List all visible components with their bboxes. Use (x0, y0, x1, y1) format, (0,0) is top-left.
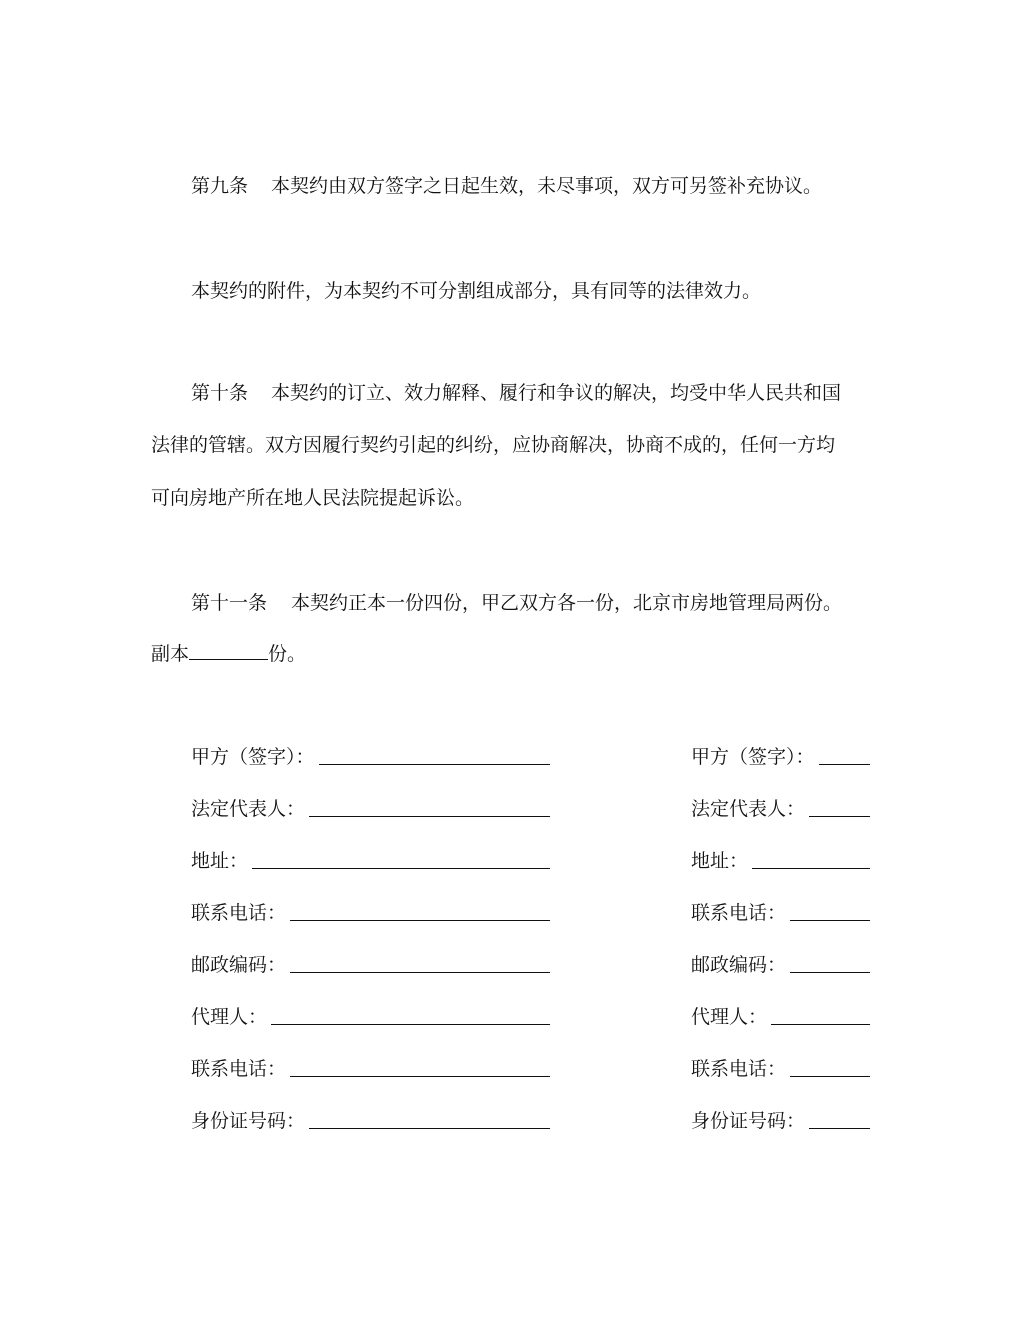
article-9-text: 本契约由双方签字之日起生效，未尽事项，双方可另签补充协议。 (271, 175, 823, 197)
sig-left-phone (191, 900, 550, 926)
sig-left-party (191, 744, 550, 770)
copies-suffix: 份。 (268, 643, 307, 665)
sig-right-agent-phone (691, 1056, 870, 1082)
sig-left-legal-rep-blank[interactable] (309, 816, 550, 817)
sig-right-legal-rep-blank[interactable] (809, 816, 870, 817)
sig-left-address-label: 地址： (191, 850, 249, 872)
sig-right-postcode-blank[interactable] (790, 972, 870, 973)
sig-left-agent-phone-blank[interactable] (290, 1076, 550, 1077)
article-11-line-2 (151, 641, 306, 667)
sig-right-party (691, 744, 870, 770)
sig-right-postcode-label: 邮政编码： (691, 954, 787, 976)
article-10-line-2: 法律的管辖。双方因履行契约引起的纠纷，应协商解决，协商不成的，任何一方均 (151, 434, 836, 456)
sig-left-id-number (191, 1108, 550, 1134)
sig-right-agent (691, 1004, 870, 1030)
sig-right-party-blank[interactable] (819, 764, 870, 765)
sig-right-id-number-label: 身份证号码： (691, 1110, 806, 1132)
article-10-line-3: 可向房地产所在地人民法院提起诉讼。 (151, 487, 475, 509)
sig-left-agent-blank[interactable] (271, 1024, 550, 1025)
sig-right-agent-phone-label: 联系电话： (691, 1058, 787, 1080)
sig-right-phone-label: 联系电话： (691, 902, 787, 924)
copies-blank[interactable] (189, 641, 268, 660)
sig-left-postcode (191, 952, 550, 978)
sig-right-address (691, 848, 870, 874)
sig-left-agent-phone (191, 1056, 550, 1082)
sig-right-legal-rep-label: 法定代表人： (691, 798, 806, 820)
sig-right-agent-label: 代理人： (691, 1006, 768, 1028)
sig-left-address-blank[interactable] (252, 868, 550, 869)
sig-right-postcode (691, 952, 870, 978)
sig-right-phone (691, 900, 870, 926)
sig-right-agent-blank[interactable] (771, 1024, 870, 1025)
sig-left-postcode-label: 邮政编码： (191, 954, 287, 976)
sig-left-agent-phone-label: 联系电话： (191, 1058, 287, 1080)
article-11-line-1 (191, 590, 842, 616)
sig-right-id-number-blank[interactable] (809, 1128, 870, 1129)
sig-left-address (191, 848, 550, 874)
sig-left-agent (191, 1004, 550, 1030)
sig-left-postcode-blank[interactable] (290, 972, 550, 973)
sig-right-legal-rep (691, 796, 870, 822)
sig-right-phone-blank[interactable] (790, 920, 870, 921)
sig-left-party-blank[interactable] (319, 764, 550, 765)
sig-left-agent-label: 代理人： (191, 1006, 268, 1028)
article-10-text-1: 本契约的订立、效力解释、履行和争议的解决，均受中华人民共和国 (271, 382, 842, 404)
sig-right-agent-phone-blank[interactable] (790, 1076, 870, 1077)
attachment-clause: 本契约的附件，为本契约不可分割组成部分，具有同等的法律效力。 (191, 280, 762, 302)
sig-left-legal-rep-label: 法定代表人： (191, 798, 306, 820)
sig-right-address-label: 地址： (691, 850, 749, 872)
sig-left-id-number-blank[interactable] (309, 1128, 550, 1129)
article-10-number: 第十条 (191, 382, 249, 404)
article-10-line-1 (191, 380, 841, 406)
article-9 (191, 173, 822, 199)
sig-left-id-number-label: 身份证号码： (191, 1110, 306, 1132)
sig-right-address-blank[interactable] (752, 868, 870, 869)
copies-prefix: 副本 (151, 643, 190, 665)
sig-left-legal-rep (191, 796, 550, 822)
sig-left-phone-label: 联系电话： (191, 902, 287, 924)
article-11-text-1: 本契约正本一份四份，甲乙双方各一份，北京市房地管理局两份。 (291, 592, 843, 614)
article-11-number: 第十一条 (191, 592, 268, 614)
article-9-number: 第九条 (191, 175, 249, 197)
sig-right-party-label: 甲方（签字）： (691, 746, 815, 768)
sig-left-party-label: 甲方（签字）： (191, 746, 315, 768)
sig-left-phone-blank[interactable] (290, 920, 550, 921)
sig-right-id-number (691, 1108, 870, 1134)
